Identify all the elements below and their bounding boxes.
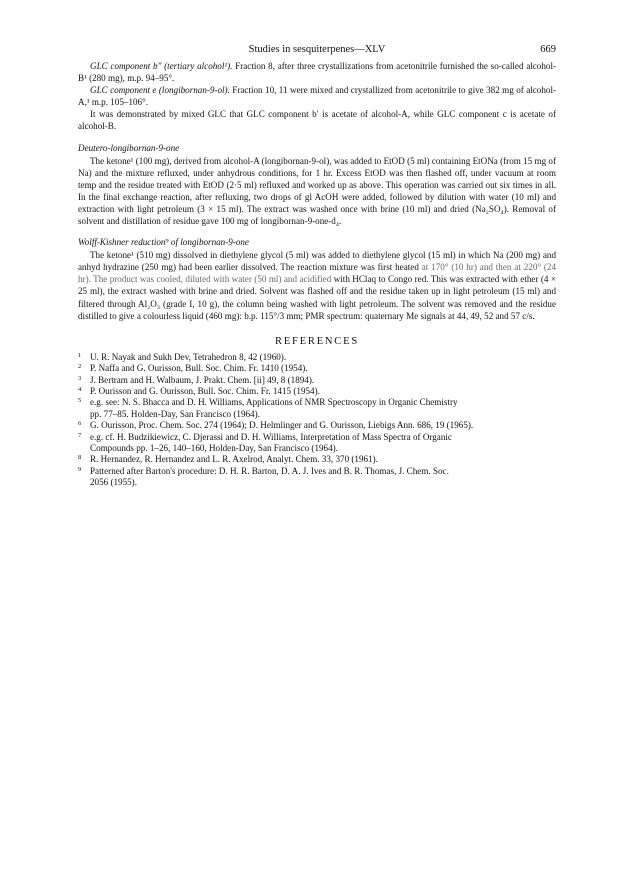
wolff-text-a: The ketone¹ (510 mg) dissolved in diethylene glycol (5 ml) was added to diethylene glycol (15 ml) in which Na (200 mg) and anhyd hydrazine (250 mg) had been earlier dissolved. The reaction mixture was first heated	[78, 250, 556, 273]
reference-number: 5	[78, 397, 82, 405]
reference-number: 3	[78, 374, 82, 382]
references-list	[78, 352, 556, 489]
running-title: Studies in sesquiterpenes—XLV	[248, 44, 386, 55]
reference-text: e.g. cf. H. Budzikiewicz, C. Djerassi and D. H. Williams, Interpretation of Mass Spectra of Organic	[90, 431, 452, 442]
reference-text: G. Ourisson, Proc. Chem. Soc. 274 (1964); D. Helmlinger and G. Ourisson, Liebigs Ann. 686, 19 (1965).	[90, 420, 474, 431]
reference-text: J. Bertram and H. Walbaum, J. Prakt. Chem. [ii] 49, 8 (1894).	[90, 374, 315, 385]
glc-component-b-label: GLC component b″ (tertiary alcohol¹).	[90, 61, 233, 71]
wolff-text-b: with HClaq to Congo red. This was extracted with ether (4 × 25 ml), the extract washed with brine and dried. Solvent was flashed off and the residue taken up in light petroleum (15 ml) and filtered through Al₂O₃ (grade I, 10 g), the column being washed with light petroleum. The solvent was removed and the residue distilled to give a colourless liquid (460 mg): b.p. 115°/3 mm; PMR spectrum: quaternary Me signals at 44, 49, 52 and 57 c/s.	[78, 274, 557, 321]
reference-item	[78, 397, 556, 420]
page-header	[78, 44, 556, 60]
reference-item	[78, 386, 556, 397]
deutero-paragraph: The ketone¹ (100 mg), derived from alcohol-A (longibornan-9-ol), was added to EtOD (5 ml) containing EtONa (from 15 mg of Na) and the mixture refluxed, under anhydrous conditions, for 1 hr. Excess EtOD was then flashed off, under vacuum at room temp and the residue treated with EtOD (2·5 ml) refluxed and worked up as above. This operation was carried out six times in all. In the final exchange reaction, after refluxing, two drops of gl AcOH were added, followed by dilution with water (10 ml) and extraction with light petroleum (3 × 15 ml). The extract was washed once with brine (10 ml) and dried (Na₂SO₄). Removal of solvent and distillation of residue gave 100 mg of longibornan-9-one-d₄.	[78, 155, 556, 227]
glc-component-e-text: Fraction 10, 11 were mixed and crystallized from acetonitrile to give 382 mg of alcohol-A,¹ m.p. 105–106°.	[78, 85, 556, 108]
page-number: 669	[540, 44, 556, 55]
reference-item	[78, 363, 556, 374]
glc-component-b-text: Fraction 8, after three crystallizations from acetonitrile furnished the so-called alcohol-B¹ (280 mg), m.p. 94–95°.	[78, 61, 557, 84]
reference-continuation: Compounds pp. 1–26, 140–160, Holden-Day, San Francisco (1964).	[90, 442, 338, 453]
reference-number: 8	[78, 454, 82, 462]
reference-text: Patterned after Barton's procedure: D. H. R. Barton, D. A. J. Ives and B. R. Thomas, J. Chem. Soc.	[90, 465, 449, 476]
reference-number: 1	[78, 351, 82, 359]
reference-number: 4	[78, 385, 82, 393]
reference-text: R. Hernandez, R. Hernandez and L. R. Axelrod, Analyt. Chem. 33, 370 (1961).	[90, 454, 378, 465]
reference-number: 9	[78, 465, 82, 473]
glc-component-e-paragraph	[78, 84, 556, 108]
glc-component-b-paragraph	[78, 60, 556, 84]
reference-text: U. R. Nayak and Sukh Dev, Tetrahedron 8, 42 (1960).	[90, 351, 287, 362]
reference-text: e.g. see: N. S. Bhacca and D. H. Williams, Applications of NMR Spectroscopy in Organic Chemistry	[90, 397, 458, 408]
reference-item	[78, 466, 556, 489]
deutero-heading: Deutero-longibornan-9-one	[78, 142, 180, 153]
reference-item	[78, 352, 556, 363]
wolff-text-faded: at 170° (10 hr) and then at 220° (24 hr). The product was cooled, diluted with water (50 ml) and acidified	[78, 262, 556, 285]
reference-item	[78, 432, 556, 455]
references-title: REFERENCES	[275, 335, 359, 347]
reference-continuation: pp. 77–85. Holden-Day, San Francisco (1964).	[90, 408, 260, 419]
wolff-kishner-heading: Wolff-Kishner reduction⁹ of longibornan-9-one	[78, 237, 249, 248]
reference-number: 6	[78, 420, 82, 428]
reference-text: P. Ourisson and G. Ourisson, Bull. Soc. Chim. Fr. 1415 (1954).	[90, 385, 320, 396]
reference-item	[78, 375, 556, 386]
journal-page	[78, 44, 556, 489]
reference-number: 7	[78, 431, 82, 439]
reference-item	[78, 454, 556, 465]
reference-continuation: 2056 (1955).	[90, 477, 137, 488]
reference-item	[78, 420, 556, 431]
glc-note-paragraph: It was demonstrated by mixed GLC that GLC component b′ is acetate of alcohol-A, while GLC component c is acetate of alcohol-B.	[78, 109, 556, 132]
wolff-kishner-paragraph	[78, 249, 556, 322]
reference-number: 2	[78, 363, 82, 371]
glc-component-e-label: GLC component e (longibornan-9-ol).	[90, 85, 230, 96]
reference-text: P. Naffa and G. Ourisson, Bull. Soc. Chim. Fr. 1410 (1954).	[90, 363, 308, 374]
